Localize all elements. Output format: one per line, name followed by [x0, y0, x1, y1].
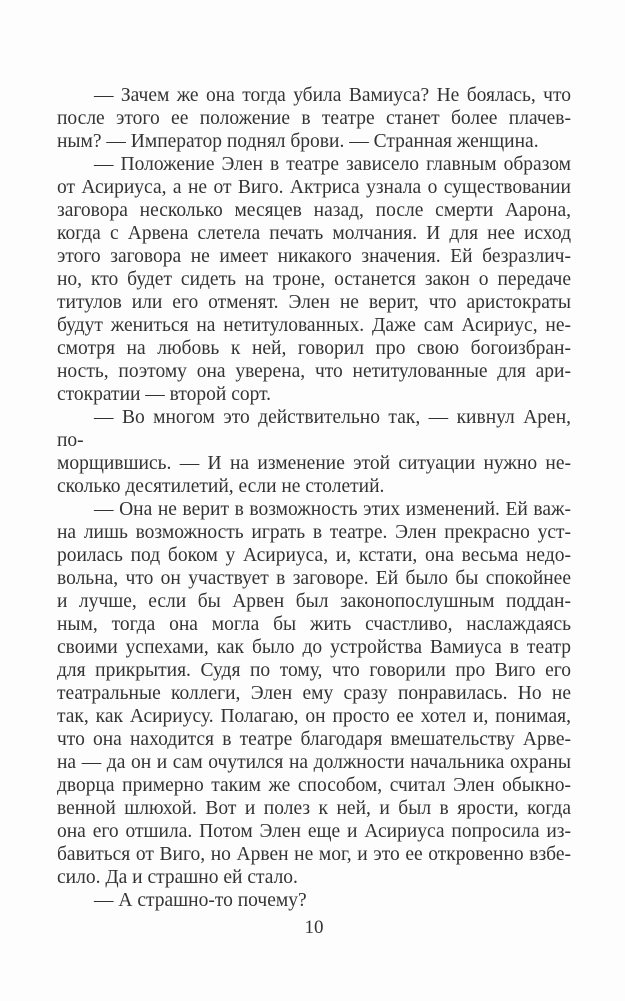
text-line: дворца примерно таким же способом, считал Элен обыкно-: [57, 775, 571, 796]
text-line: когда с Арвена слетела печать молчания. И для нее исход: [57, 223, 571, 244]
text-line: смотря на любовь к ней, говорил про свою богоизбран-: [57, 338, 571, 359]
text-line: морщившись. — И на изменение этой ситуации нужно не-: [57, 453, 571, 474]
text-line: на — да он и сам очутился на должности начальника охраны: [57, 752, 571, 773]
text-line: сило. Да и страшно ей стало.: [57, 867, 298, 888]
text-line: для прикрытия. Судя по тому, что говорили про Виго его: [57, 660, 571, 681]
text-line: после этого ее положение в театре станет более плачев-: [57, 108, 571, 129]
text-line: заговора несколько месяцев назад, после смерти Аарона,: [57, 200, 571, 221]
text-line: сколько десятилетий, если не столетий.: [57, 476, 385, 497]
text-line: титулов или его отменят. Элен не верит, что аристократы: [57, 292, 571, 313]
text-line: — А страшно-то почему?: [94, 890, 307, 911]
text-line: театральные коллеги, Элен ему сразу понравилась. Но не: [57, 683, 571, 704]
text-line: ным, тогда она могла бы жить счастливо, наслаждаясь: [57, 614, 571, 635]
text-line: — Зачем же она тогда убила Вамиуса? Не боялась, что: [94, 85, 571, 106]
text-line: ность, поэтому она уверена, что нетитулованные для ари-: [57, 361, 571, 382]
text-line: — Положение Элен в театре зависело главным образом: [94, 154, 571, 175]
page-number: 10: [304, 917, 324, 938]
text-line: и лучше, если бы Арвен был законопослушным поддан-: [57, 591, 571, 612]
text-line: бавиться от Виго, но Арвен не мог, и это ее откровенно взбе-: [57, 844, 571, 865]
text-line: от Асириуса, а не от Виго. Актриса узнала о существовании: [57, 177, 571, 198]
text-line: венной шлюхой. Вот и полез к ней, и был в ярости, когда: [57, 798, 571, 819]
text-line: — Во многом это действительно так, — кивнул Арен, по-: [57, 407, 571, 451]
text-line: роилась под боком у Асириуса, и, кстати, она весьма недо-: [57, 545, 571, 566]
text-line: ным? — Император поднял брови. — Странная женщина.: [57, 131, 539, 152]
text-line: своими успехами, как было до устройства Вамиуса в театр: [57, 637, 571, 658]
text-line: стократии — второй сорт.: [57, 384, 272, 405]
text-line: вольна, что он участвует в заговоре. Ей было бы спокойнее: [57, 568, 571, 589]
text-line: так, как Асириусу. Полагаю, он просто ее хотел и, понимая,: [57, 706, 571, 727]
page-text: [57, 84, 571, 912]
text-line: будут жениться на нетитулованных. Даже сам Асириус, не-: [57, 315, 571, 336]
text-line: на лишь возможность играть в театре. Элен прекрасно уст-: [57, 522, 571, 543]
text-line: но, кто будет сидеть на троне, останется закон о передаче: [57, 269, 571, 290]
text-line: этого заговора не имеет никакого значения. Ей безразлич-: [57, 246, 571, 267]
text-line: — Она не верит в возможность этих изменений. Ей важ-: [94, 499, 571, 520]
text-line: она его отшила. Потом Элен еще и Асириуса попросила из-: [57, 821, 571, 842]
text-line: что она находится в театре благодаря вмешательству Арве-: [57, 729, 571, 750]
